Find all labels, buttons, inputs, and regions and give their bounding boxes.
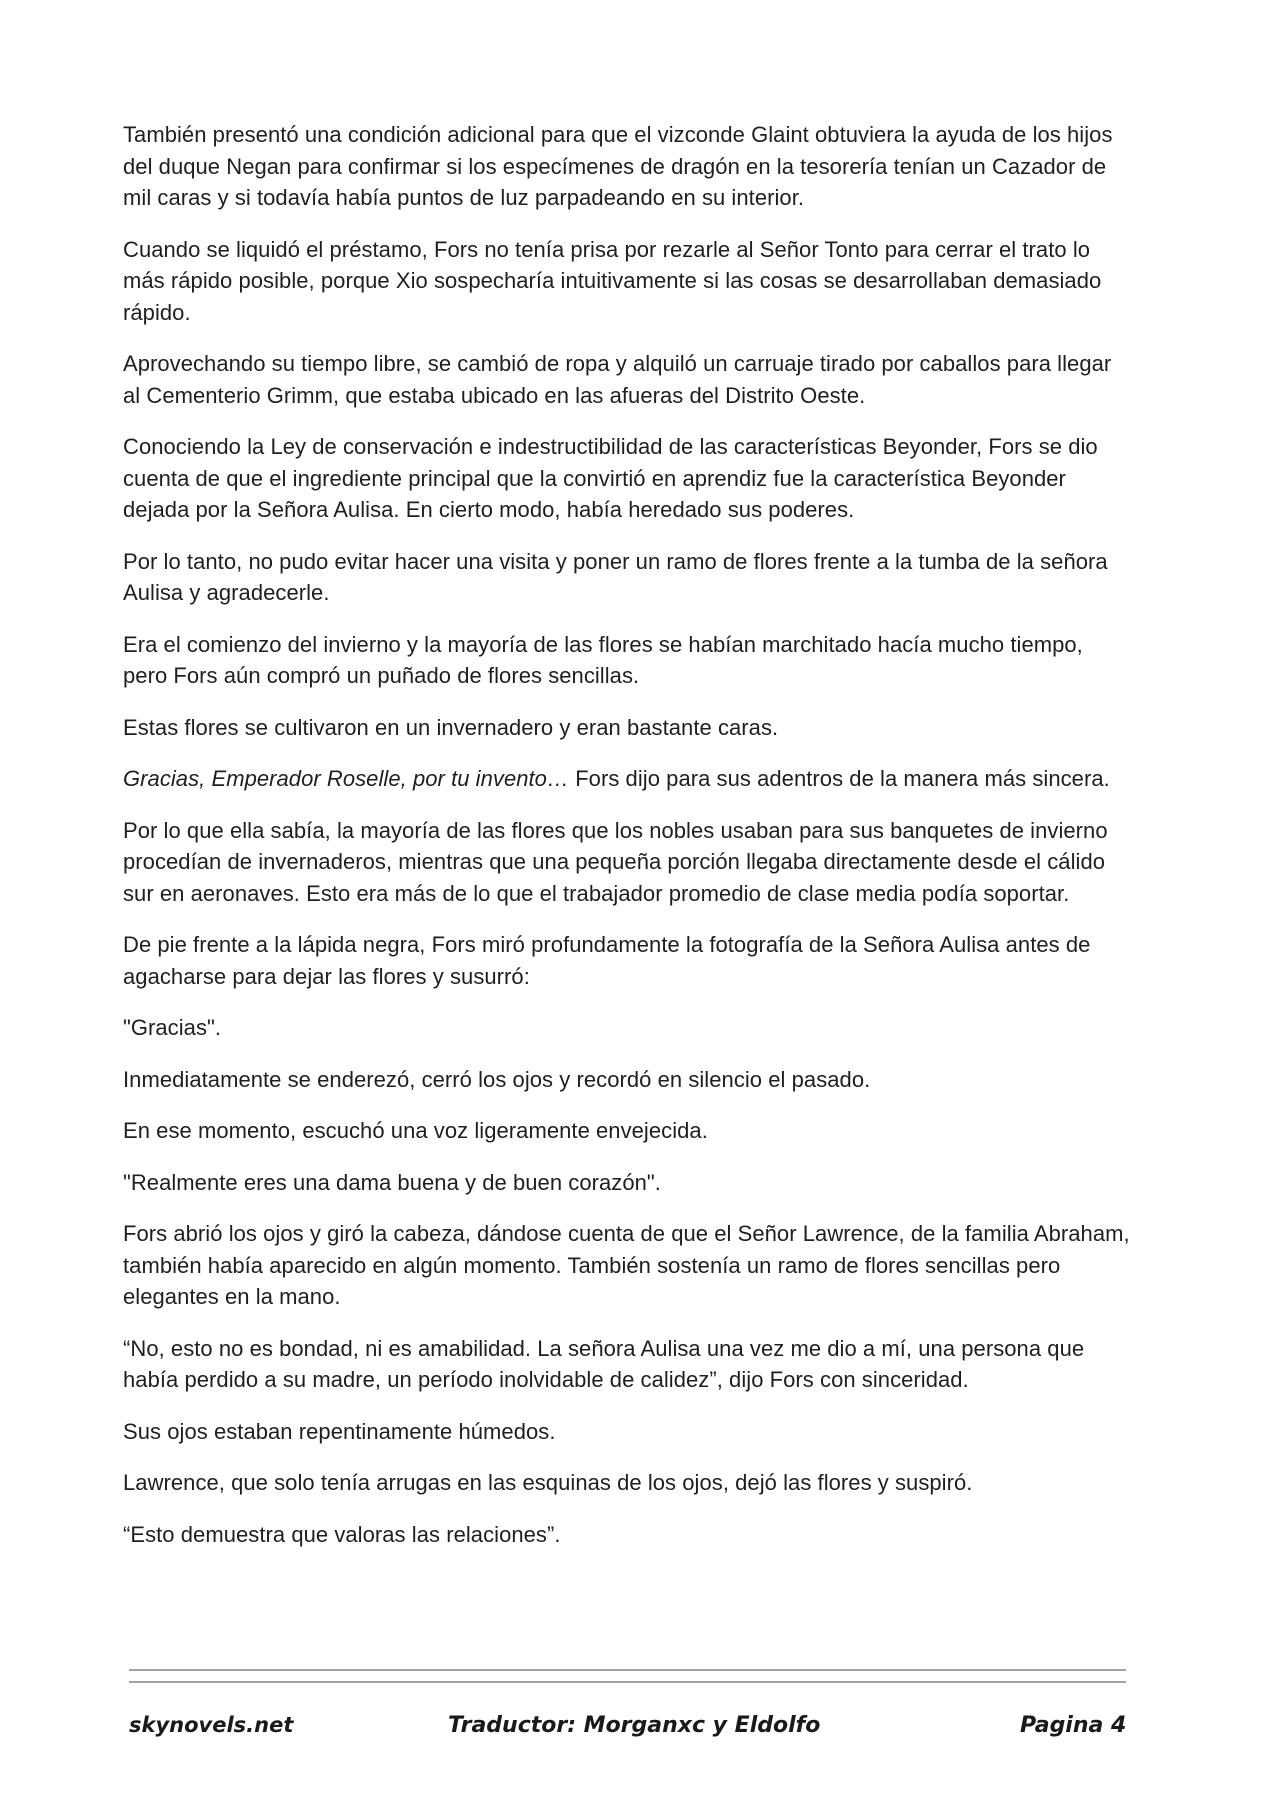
- paragraph-9: Por lo que ella sabía, la mayoría de las flores que los nobles usaban para sus banquetes de invierno procedían de invernaderos, mientras que una pequeña porción llegaba directamente desde el cálido sur en aeronaves. Esto era más de lo que el trabajador promedio de clase media podía soportar.: [123, 817, 1108, 906]
- paragraph-6: Era el comienzo del invierno y la mayoría de las flores se habían marchitado hacía mucho tiempo, pero Fors aún compró un puñado de flores sencillas.: [123, 631, 1083, 688]
- paragraph-8-text: Fors dijo para sus adentros de la manera más sincera.: [569, 766, 1110, 791]
- paragraph-3: Aprovechando su tiempo libre, se cambió de ropa y alquiló un carruaje tirado por caballos para llegar al Cementerio Grimm, que estaba ubicado en las afueras del Distrito Oeste.: [123, 351, 1112, 408]
- footer-site: skynovels.net: [129, 1713, 294, 1737]
- footer-divider-top: [129, 1669, 1126, 1671]
- paragraph-18: Lawrence, que solo tenía arrugas en las esquinas de los ojos, dejó las flores y suspiró.: [123, 1470, 973, 1495]
- paragraph-13: En ese momento, escuchó una voz ligeramente envejecida.: [123, 1118, 708, 1143]
- paragraph-7: Estas flores se cultivaron en un invernadero y eran bastante caras.: [123, 714, 779, 740]
- paragraph-19: “Esto demuestra que valoras las relaciones”.: [123, 1521, 561, 1547]
- paragraph-16: “No, esto no es bondad, ni es amabilidad. La señora Aulisa una vez me dio a mí, una persona que había perdido a su madre, un período inolvidable de calidez”, dijo Fors con sinceridad.: [123, 1335, 1085, 1392]
- paragraph-5: Por lo tanto, no pudo evitar hacer una visita y poner un ramo de flores frente a la tumba de la señora Aulisa y agradecerle.: [123, 548, 1108, 605]
- paragraph-15: Fors abrió los ojos y giró la cabeza, dándose cuenta de que el Señor Lawrence, de la familia Abraham, también había aparecido en algún momento. También sostenía un ramo de flores sencillas pero elegantes en la mano.: [123, 1221, 1130, 1309]
- paragraph-14: "Realmente eres una dama buena y de buen corazón".: [123, 1169, 661, 1195]
- footer-divider-bottom: [129, 1681, 1126, 1683]
- footer-translator: Traductor: Morganxc y Eldolfo: [448, 1713, 821, 1738]
- paragraph-17: Sus ojos estaban repentinamente húmedos.: [123, 1418, 556, 1444]
- paragraph-1: También presentó una condición adicional para que el vizconde Glaint obtuviera la ayuda de los hijos del duque Negan para confirmar si los especímenes de dragón en la tesorería tenían un Cazador de mil caras y si todavía había puntos de luz parpadeando en su interior.: [123, 122, 1113, 210]
- paragraph-12: Inmediatamente se enderezó, cerró los ojos y recordó en silencio el pasado.: [123, 1066, 871, 1092]
- paragraph-2: Cuando se liquidó el préstamo, Fors no tenía prisa por rezarle al Señor Tonto para cerrar el trato lo más rápido posible, porque Xio sospecharía intuitivamente si las cosas se desarrollaban demasiado rápido.: [123, 236, 1102, 325]
- footer-page-number: Pagina 4: [1020, 1713, 1127, 1738]
- paragraph-11: "Gracias".: [123, 1015, 222, 1040]
- paragraph-8-italic-thought: Gracias, Emperador Roselle, por tu invento…: [123, 766, 570, 791]
- paragraph-10: De pie frente a la lápida negra, Fors miró profundamente la fotografía de la Señora Aulisa antes de agacharse para dejar las flores y susurró:: [123, 932, 1091, 989]
- paragraph-4: Conociendo la Ley de conservación e indestructibilidad de las características Beyonder, Fors se dio cuenta de que el ingrediente principal que la convirtió en aprendiz fue la característica Beyonder dejada por la Señora Aulisa. En cierto modo, había heredado sus poderes.: [123, 434, 1098, 522]
- paragraph-8: [123, 763, 1133, 795]
- page-body: [123, 119, 1133, 1570]
